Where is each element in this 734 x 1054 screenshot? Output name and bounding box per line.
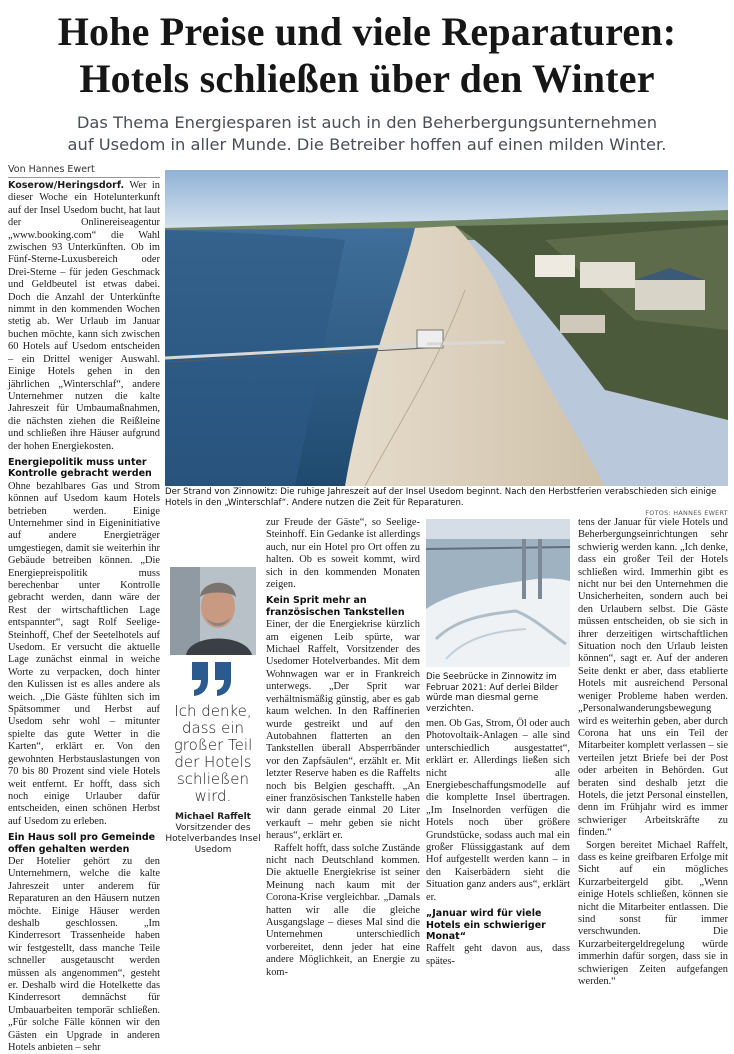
paragraph: men. Ob Gas, Strom, Öl oder auch Photovoltaik-Anlagen – alle sind unterschiedlich ausgestattet“, erklärt er. Allerdings ließen sich nicht alle Energiebeschaffungsmodelle auf die komplette Insel übertragen. „Im Inselnorden verfügen die Hotels noch über größere Grundstücke, sodass auch mal ein großer Flüssiggastank auf dem Hof aufgestellt werden kann – in den Kaiserbädern sieht die Situation ganz anders aus“, erklärt er. xyxy=(426,718,570,903)
paragraph: Der Hotelier gehört zu den Unternehmern, welche die kalte Jahreszeit unter anderem für Reparaturen an den Häusern nutzen möchte. Einige Häuser werden deshalb geschlossen. „Im Kinderresort Trassenheide haben wir festgestellt, dass manche Teile schneller ausgetauscht werden müssen als angenommen“, gesteht er. Deshalb wird die Hotelkette das Kinderresort demnächst für Umbauarbeiten temporär schließen. „Für solche Fälle können wir den Gästen ein Upgrade in anderen Hotels anbieten – sehr xyxy=(8,855,160,1054)
photo-credit: FOTOS: HANNES EWERT xyxy=(645,509,728,517)
quote-mark-icon xyxy=(190,662,234,696)
headline-line-1: Hohe Preise und viele Reparaturen: xyxy=(57,9,677,54)
headline xyxy=(0,8,734,102)
paragraph xyxy=(8,180,160,453)
portrait-illustration xyxy=(170,567,256,655)
article-column-3 xyxy=(426,718,570,967)
byline: Von Hannes Ewert xyxy=(8,164,160,178)
paragraph-text: Wer in dieser Woche ein Hotelunterkunft auf der Insel Usedom bucht, hat laut der Onlinereiseagentur „www.booking.com“ die Wahl zwischen 93 Unterkünften. Ob im Fünf-Sterne-Luxusbereich oder Drei-Sterne – für jeden Geschmack und Geldbeutel ist etwas dabei. Doch die Anzahl der Unterkünfte nimmt in den kommenden Wochen stetig ab. Wer Urlaub im Januar buchen möchte, kann sich zwischen 60 Hotels auf Usedom entscheiden – ein Drittel weniger Auswahl. Einige Hotels gehen in den jährlichen „Winterschlaf“, andere Unternehmer nutzen die kalte Jahreszeit für Umbaumaßnahmen, die nächsten ziehen die Reißleine und schließen ihre Häuser aufgrund der hohen Energiekosten. xyxy=(8,180,160,452)
portrait-michael-raffelt xyxy=(170,567,256,655)
main-photo-caption: Der Strand von Zinnowitz: Die ruhige Jahreszeit auf der Insel Usedom beginnt. Nach den Herbstferien verabschieden sich einige Hotels in den „Winterschlaf“. Andere nutzen die Zeit für Reparaturen. xyxy=(165,487,717,508)
article-column-1 xyxy=(8,180,160,1054)
subheadline-line-2: auf Usedom in aller Munde. Die Betreiber hoffen auf einen milden Winter. xyxy=(67,135,667,154)
subheadline-line-1: Das Thema Energiesparen ist auch in den Beherbergungsunternehmen xyxy=(76,113,658,132)
quote-author-role: Vorsitzender des Hotelverbandes Insel Usedom xyxy=(165,823,261,855)
subheading: Kein Sprit mehr an französischen Tankstellen xyxy=(266,595,405,618)
beach-illustration xyxy=(165,170,728,486)
headline-line-2: Hotels schließen über den Winter xyxy=(79,56,655,101)
paragraph: Ohne bezahlbares Gas und Strom können auf Usedom kaum Hotels betrieben werden. Einige Unternehmer sind in Eigeninitiative auf andere Energieträger umgestiegen, damit sie weiterhin ihr Gebäude betreiben können. „Die Energiepreispolitik muss berechenbar unter Kontrolle gebracht werden, dann wäre der Rest der wirtschaftlichen Lage entspannter“, sagt Rolf Seelige-Steinhoff, Chef der Seetelhotels auf Usedom. Er versucht die aktuelle Lage zunächst einmal in weiche Worte zu verpacken, doch hinter den Kulissen ist es alles andere als weich. „Die Gäste fühlten sich im Spätsommer und Herbst auf Usedom sehr wohl – mitunter spielte das gute Wetter in die Karten“, erklärt er. Von den gewohnten Herbstauslastungen von 70 bis 80 Prozent sind viele Hotels weit entfernt. Er hofft, dass sich noch einige Urlauber dafür entscheiden, einen schönen Herbst auf Usedom zu erleben. xyxy=(8,480,160,827)
quote-author xyxy=(164,812,262,856)
paragraph: Raffelt geht davon aus, dass spätes- xyxy=(426,943,570,967)
pier-photo-frozen xyxy=(426,519,570,667)
paragraph: Sorgen bereitet Michael Raffelt, dass es keine greifbaren Erfolge mit Sicht auf ein mögliches Kurzarbeitergeld gibt. „Wenn einige Hotels schließen, können sie nicht die Mitarbeiter entlassen. Die sind sonst für immer verschwunden. Die Kurzarbeitergeldregelung würde immerhin dafür sorgen, dass sie in schwierigen Zeiten aufgefangen werden.“ xyxy=(578,839,728,988)
subheading: „Januar wird für viele Hotels ein schwieriger Monat“ xyxy=(426,908,546,942)
frozen-pier-illustration xyxy=(426,519,570,667)
subheading: Energiepolitik muss unter Kontrolle gebracht werden xyxy=(8,456,152,480)
paragraph: zur Freude der Gäste“, so Seelige-Steinhoff. Ein Gedanke ist allerdings auch, nur ein Hotel pro Ort offen zu halten. Ob es soweit kommt, wird sich in den kommenden Monaten zeigen. xyxy=(266,517,420,591)
paragraph: Einer, der die Energiekrise kürzlich am eigenen Leib spürte, war Michael Raffelt, Vorsitzender des Usedomer Hotelverbandes. Mit dem Wohnwagen war er in Frankreich unterwegs. „Der Sprit war verhältnismäßig günstig, aber es gab kaum welchen. In den Raffinerien wurde gestreikt und auf den Autobahnen flatterten an den Tankstellen überall Absperrbänder vor den Zapfsäulen“, erzählt er. Mit letzter Reserve haben es die Raffelts noch bis Belgien geschafft. „An einer französischen Tankstelle haben wir dann gerade einmal 20 Liter verkauft – mehr geben sie nicht heraus“, erklärt er. xyxy=(266,619,420,842)
main-photo-beach-zinnowitz xyxy=(165,170,728,486)
pier-photo-caption: Die Seebrücke in Zinnowitz im Februar 2021: Auf derlei Bilder würde man diesmal gerne verzichten. xyxy=(426,672,559,714)
quote-author-name: Michael Raffelt xyxy=(175,812,251,822)
pull-quote: Ich denke, dass ein großer Teil der Hotels schließen wird. xyxy=(173,702,253,805)
paragraph: Raffelt hofft, dass solche Zustände nicht nach Deutschland kommen. Die aktuelle Energiekrise ist seiner Meinung nach kaum mit der Corona-Krise vergleichbar. „Damals hatten wir alle die gleiche Ausgangslage – dieses Mal sind die Unternehmen unterschiedlich vorbereitet, denn jeder hat eine andere Möglichkeit, an Energie zu kom- xyxy=(266,842,420,978)
paragraph: tens der Januar für viele Hotels und Beherbergungseinrichtungen sehr schwierig werden kann. „Ich denke, dass ein großer Teil der Hotels schließen wird. Immerhin gibt es nicht nur bei den Unternehmen die Unsicherheiten, sondern auch bei den Urlaubern selbst. Die Gäste müssen entscheiden, ob sie sich in ihrer derzeitigen wirtschaftlichen Situation noch den Urlaub leisten können“, sagt er. Auf der anderen Seite denkt er aber, dass etablierte Hotels mit ausreichend Personal weniger Probleme haben werden. „Personalwanderungsbewegung wird es weiterhin geben, aber durch Corona hat uns ein Teil der Mitarbeiter komplett verlassen – sie verteilen jetzt Briefe bei der Post oder arbeiten in Behörden. Gut beraten sind deshalb jetzt die Hotels, die jetzt Personal einstellen, denn im Frühjahr wird es immer schwieriger Arbeitskräfte zu finden.“ xyxy=(578,517,728,839)
subheading: Ein Haus soll pro Gemeinde offen gehalten werden xyxy=(8,832,156,855)
dateline: Koserow/Heringsdorf. xyxy=(8,180,125,191)
article-column-2 xyxy=(266,517,420,978)
article-column-4 xyxy=(578,517,728,988)
subheadline xyxy=(0,112,734,156)
